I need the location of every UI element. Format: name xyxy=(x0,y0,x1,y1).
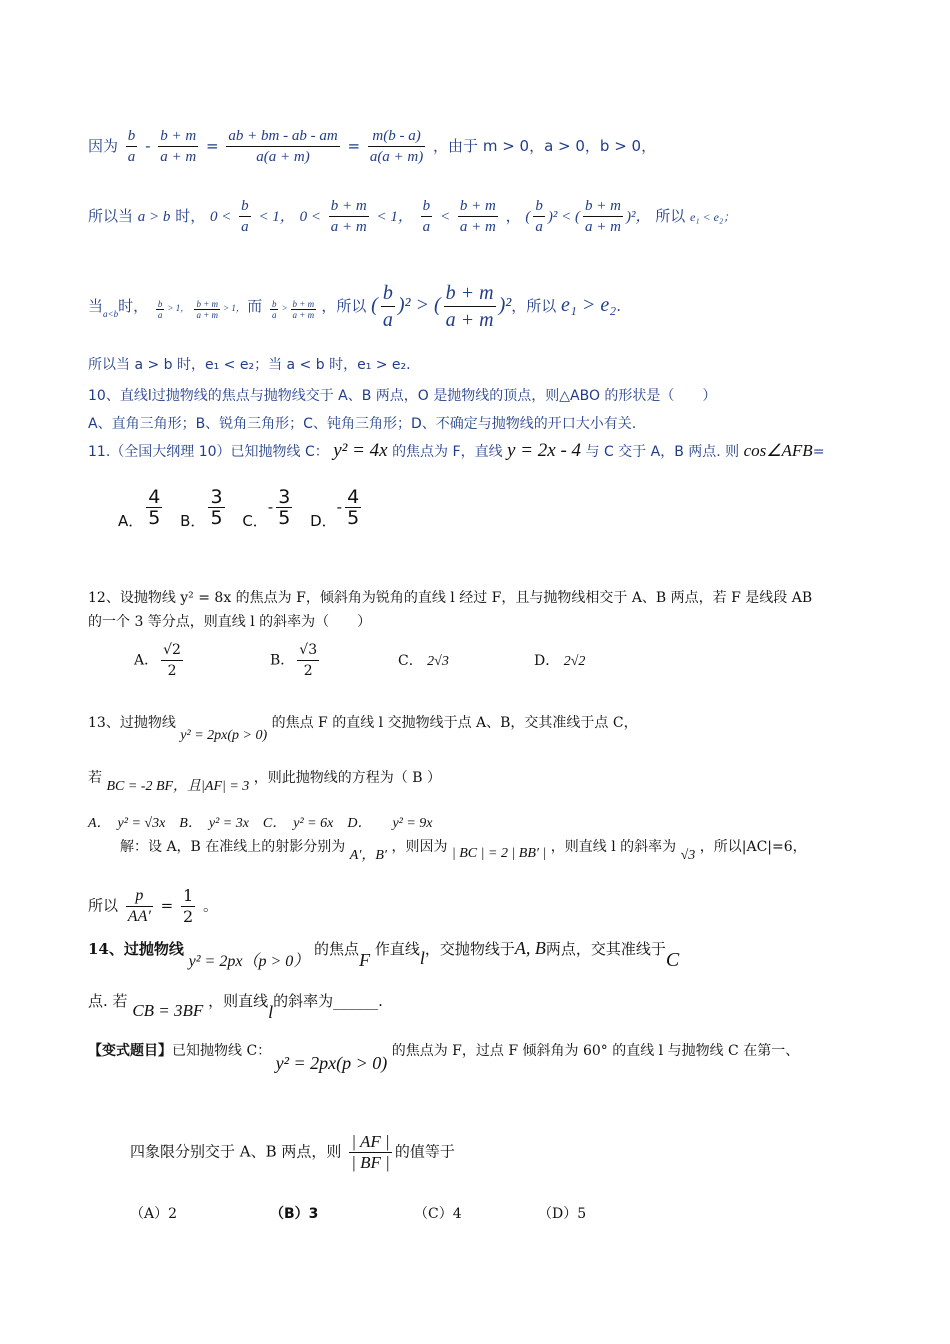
variant-line2: 四象限分别交于 A、B 两点，则 $\frac{| AF |}{| BF |}$ 的值等于 xyxy=(130,1132,455,1172)
variant-option-a: （A）2 xyxy=(130,1206,178,1222)
q13-solution: 解：设 A，B 在准线上的射影分别为 A′，B′ ，则因为 | BC | = 2 | BB′ | ，则直线 l 的斜率为 √3 ，所以|AC|=6， xyxy=(120,839,807,863)
q12-option-d: D． 2√2 xyxy=(534,653,586,669)
p9-line1: 因为 $\frac{b}{a}$ - $\frac{b + m}{a + m}$ = $\frac{ab + bm - ab - am}{a(a + m)}$ = $\frac{m(b - a)}{a(a + m)}$ ，由于 m > 0，a > 0，b > 0， xyxy=(88,128,657,165)
q10-options: A、直角三角形；B、锐角三角形；C、钝角三角形；D、不确定与抛物线的开口大小有关. xyxy=(88,416,637,432)
q11-option-a: A． $\frac{4}{5}$ xyxy=(118,486,161,530)
q11-option-d: D．- $\frac{4}{5}$ xyxy=(310,486,360,530)
variant-option-b: （B）3 xyxy=(270,1206,319,1222)
q11-option-c: C．- $\frac{3}{5}$ xyxy=(242,486,291,530)
q12-option-a: A． $\frac{√2}{2}$ xyxy=(134,642,181,679)
q12-line2: 的一个 3 等分点，则直线 l 的斜率为（ ） xyxy=(88,614,372,630)
q12-option-c: C． 2√3 xyxy=(398,653,449,669)
q11-stem: 11.（全国大纲理 10）已知抛物线 C： y² = 4x 的焦点为 F，直线 y = 2x - 4 与 C 交于 A，B 两点. 则 cos∠AFB= xyxy=(88,440,825,461)
fraction: $\frac{ab + bm - ab - am}{a(a + m)}$ xyxy=(228,128,338,165)
q13-options: A． y² = √3x B． y² = 3x C． y² = 6x D． y² = 9x xyxy=(88,816,433,831)
p9-line2: 所以当 a > b 时， 0 < $\frac{b}{a}$ < 1， 0 < $\frac{b + m}{a + m}$ < 1， $\frac{b}{a}$ < $\frac{b + m}{a + m}$ ， ( $\frac{b}{a}$ )² < ( $\frac{b + m}{a + m}$ )²， 所以 e₁ < e₂； xyxy=(88,198,736,235)
q14-line2: 点. 若 CB = 3BF ，则直线l的斜率为______. xyxy=(88,992,383,1022)
q12-line1: 12、设抛物线 y² = 8x 的焦点为 F，倾斜角为锐角的直线 l 经过 F，且与抛物线相交于 A、B 两点，若 F 是线段 AB xyxy=(88,590,813,606)
fraction: $\frac{b + m}{a + m}$ xyxy=(160,128,197,165)
fraction: $\frac{b}{a}$ xyxy=(127,128,136,165)
text-lead: 因为 xyxy=(88,137,119,155)
variant-option-c: （C）4 xyxy=(414,1206,462,1222)
q13-condition: 若 BC = -2 BF，且|AF| = 3 ，则此抛物线的方程为（ B ） xyxy=(88,770,441,794)
q13-solution-2: 所以 $\frac{p}{AA'}$ = $\frac{1}{2}$ 。 xyxy=(88,886,218,926)
p9-line4: 所以当 a > b 时，e₁ < e₂；当 a < b 时，e₁ > e₂. xyxy=(88,357,411,373)
variant-stem: 【变式题目】已知抛物线 C： y² = 2px(p > 0) 的焦点为 F，过点 F 倾斜角为 60° 的直线 l 与抛物线 C 在第一、 xyxy=(88,1043,800,1073)
q12-option-b: B． $\frac{√3}{2}$ xyxy=(270,642,318,679)
q11-option-b: B． $\frac{3}{5}$ xyxy=(180,486,223,530)
q10-text: 10、直线l过抛物线的焦点与抛物线交于 A、B 两点，O 是抛物线的顶点，则△ABO 的形状是（ ） xyxy=(88,388,717,404)
q11-options xyxy=(118,487,364,531)
q14-stem: 14、过抛物线 y² = 2px（p > 0） 的焦点F 作直线l，交抛物线于A, B两点，交其准线于C xyxy=(88,938,680,971)
fraction: $\frac{m(b - a)}{a(a + m)}$ xyxy=(369,128,424,165)
variant-option-d: （D）5 xyxy=(538,1206,587,1222)
p9-line3: 当$_{a<b}$时， $\frac{b}{a}$ > 1， $\frac{b + m}{a + m}$ > 1， 而 $\frac{b}{a}$ > $\frac{b + m}{a + m}$ ，所以 ( $\frac{b}{a}$ )² > ( $\frac{b + m}{a + m}$ )²，所以 e₁ > e₂. xyxy=(88,282,621,331)
q13-stem: 13、过抛物线 y² = 2px(p > 0) 的焦点 F 的直线 l 交抛物线于点 A、B，交其准线于点 C， xyxy=(88,715,638,743)
